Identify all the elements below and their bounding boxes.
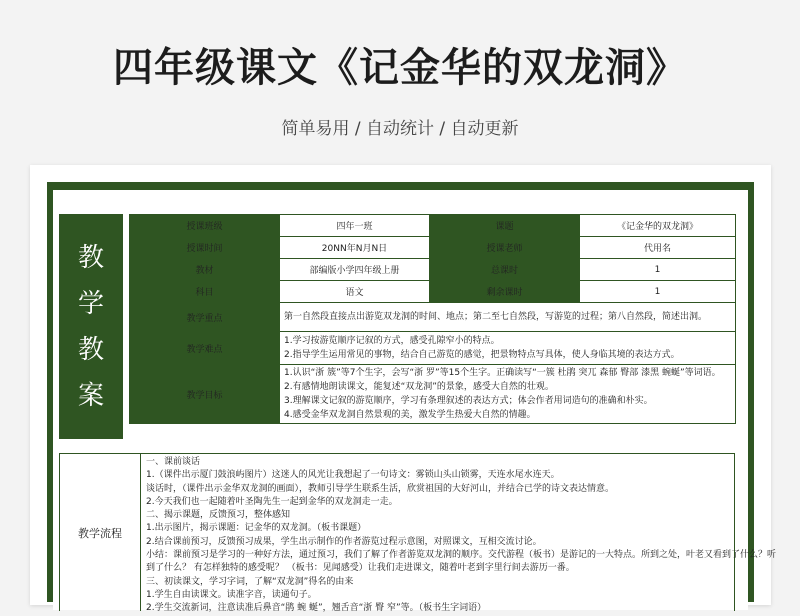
side-char-3: 教 [77, 334, 104, 365]
lesson-plan-sheet [30, 165, 777, 614]
total-hours-value[interactable]: 1 [580, 259, 736, 281]
class-label: 授课班级 [130, 215, 280, 237]
side-title [59, 214, 123, 439]
page-title: 四年级课文《记金华的双龙洞》 [113, 45, 687, 91]
teacher-label: 授课老师 [430, 237, 580, 259]
process-line: 1.出示图片，揭示课题：记金华的双龙洞。（板书课题） [146, 523, 367, 534]
process-line: 二、揭示课题，反馈预习，整体感知 [146, 510, 291, 521]
process-line: 三、初读课文，学习字词，了解“双龙洞”得名的由来 [146, 576, 354, 587]
class-value[interactable]: 四年一班 [280, 215, 430, 237]
process-line: 2.结合课前预习，反馈预习成果，学生出示制作的作者游览过程示意图，对照课文，互相交流讨论。 [146, 536, 542, 547]
process-line: 1.（课件出示厦门鼓浪屿图片）这迷人的风光让我想起了一句诗文：雾锁山头山锁雾，天连水尾水连天。 [146, 470, 560, 481]
key-points-label: 教学重点 [130, 303, 280, 332]
process-label: 教学流程 [59, 453, 141, 611]
material-label: 教材 [130, 259, 280, 281]
process-line: 到了什么？ 有怎样独特的感受呢？ （板书：见闻感受）让我们走进课文，随着叶老到字里行间去游历一番。 [146, 563, 575, 574]
info-row [130, 215, 736, 237]
info-row [130, 237, 736, 259]
objective-line: 2.有感情地朗读课文，能复述“双龙洞”的景象，感受大自然的壮观。 [284, 382, 554, 392]
sheet-inner [53, 190, 777, 614]
page-subtitle: 简单易用 / 自动统计 / 自动更新 [281, 119, 519, 139]
process-line: 2.学生交流新词，注意读准后鼻音“鹃 蜿 蜒”，翘舌音“浙 臀 窄”等。（板书生字词语） [146, 603, 487, 614]
process-text[interactable] [141, 453, 777, 614]
info-row [130, 281, 736, 303]
objectives-row [130, 365, 736, 424]
difficulties-row [130, 332, 736, 365]
subject-label: 科目 [130, 281, 280, 303]
difficulty-line: 2.指导学生运用常见的事物，结合自己游览的感觉，把景物特点写具体，使人身临其境的表达方式。 [284, 350, 680, 360]
total-hours-label: 总课时 [430, 259, 580, 281]
side-char-1: 教 [77, 242, 104, 273]
process-line: 小结：课前预习是学习的一种好方法，通过预习，我们了解了作者游览双龙洞的顺序。交代游程（板书）是游记的一大特点。所到之处，叶老又看到了什么？听 [146, 550, 777, 561]
material-value[interactable]: 部编版小学四年级上册 [280, 259, 430, 281]
remaining-hours-label: 剩余课时 [430, 281, 580, 303]
objective-line: 1.认识“浙 簇”等7个生字，会写“浙 罗”等15个生字。正确读写“一簇 杜鹃 突兀 森郁 臀部 漆黑 蜿蜒”等词语。 [284, 368, 721, 378]
objectives-text[interactable] [280, 365, 736, 424]
side-char-4: 案 [77, 380, 104, 411]
process-line: 2.今天我们也一起随着叶圣陶先生一起到金华的双龙洞走一走。 [146, 496, 398, 507]
objectives-label: 教学目标 [130, 365, 280, 424]
key-points-text[interactable]: 第一自然段直接点出游览双龙洞的时间、地点；第二至七自然段，写游览的过程；第八自然段，简述出洞。 [280, 303, 736, 332]
info-row [130, 259, 736, 281]
objective-line: 4.感受金华双龙洞自然景观的美，激发学生热爱大自然的情趣。 [284, 410, 536, 420]
process-line: 一、课前谈话 [146, 457, 201, 467]
topic-label: 课题 [430, 215, 580, 237]
process-line: 谈话时，（课件出示金华双龙洞的画面），教师引导学生联系生活，欣赏祖国的大好河山，并结合已学的诗文表达情意。 [146, 483, 615, 494]
difficulty-line: 1.学习按游览顺序记叙的方式，感受孔隙窄小的特点。 [284, 336, 500, 346]
topic-value[interactable]: 《记金华的双龙洞》 [580, 215, 736, 237]
process-line: 1.学生自由读课文。读准字音，读通句子。 [146, 589, 317, 600]
info-table [129, 214, 736, 424]
remaining-hours-value[interactable]: 1 [580, 281, 736, 303]
side-char-2: 学 [77, 288, 104, 319]
difficulties-text[interactable] [280, 332, 736, 365]
time-label: 授课时间 [130, 237, 280, 259]
time-value[interactable]: 20NN年N月N日 [280, 237, 430, 259]
key-points-row [130, 303, 736, 332]
sheet-frame [47, 182, 777, 614]
objective-line: 3.理解课文记叙的游览顺序，学习有条理叙述的表达方式；体会作者用词造句的准确和朴实。 [284, 396, 653, 406]
subject-value[interactable]: 语文 [280, 281, 430, 303]
difficulties-label: 教学难点 [130, 332, 280, 365]
teacher-value[interactable]: 代用名 [580, 237, 736, 259]
